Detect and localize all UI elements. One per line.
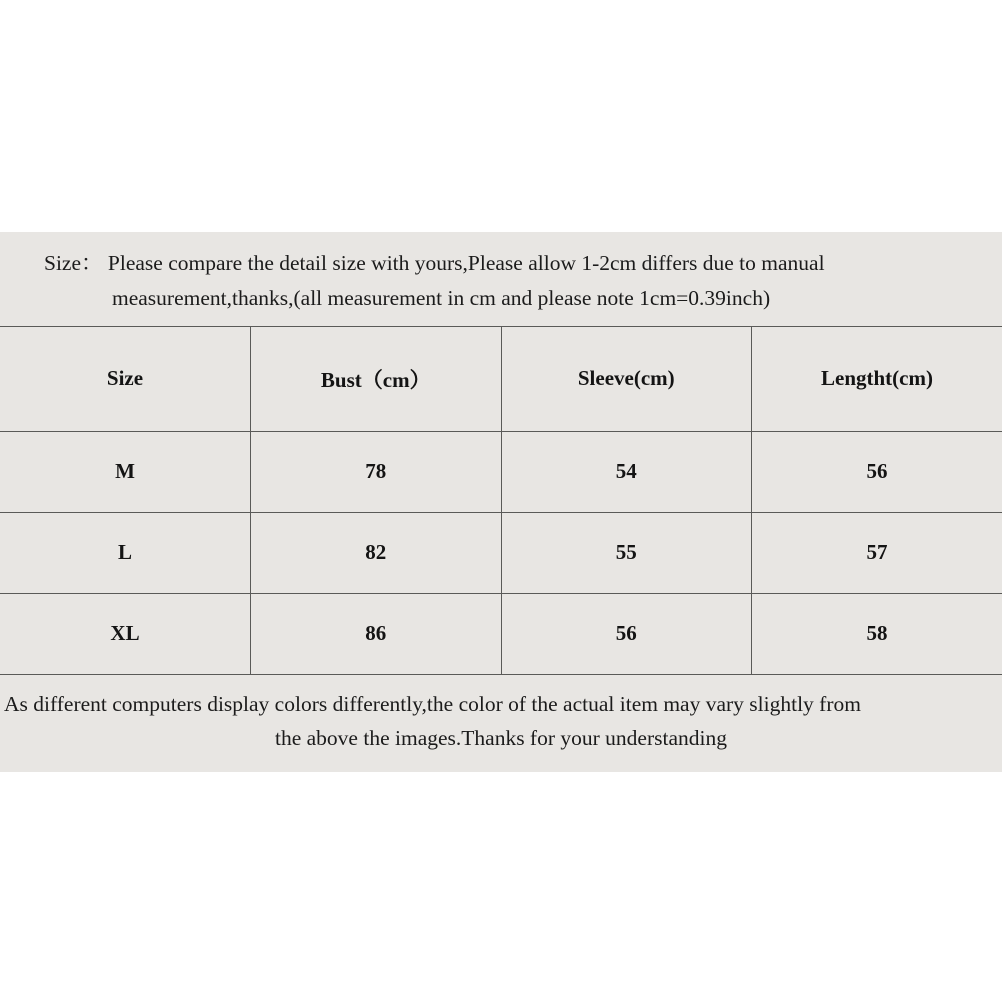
cell-size-l: L xyxy=(0,512,251,593)
table-header-row xyxy=(0,326,1002,431)
bottom-note-line-1: As different computers display colors differently,the color of the actual item may vary slightly from xyxy=(4,691,861,716)
cell-size-xl: XL xyxy=(0,593,251,674)
size-label: Size： xyxy=(44,251,103,275)
size-chart-panel xyxy=(0,232,1002,772)
cell-length-m: 56 xyxy=(752,431,1002,512)
column-header-sleeve: Sleeve(cm) xyxy=(501,326,752,431)
bottom-note-line-2: the above the images.Thanks for your understanding xyxy=(275,726,727,751)
table-row xyxy=(0,512,1002,593)
bottom-note xyxy=(0,675,1002,773)
cell-size-m: M xyxy=(0,431,251,512)
top-note-line-2: measurement,thanks,(all measurement in cm and please note 1cm=0.39inch) xyxy=(112,285,771,310)
column-header-length: Lengtht(cm) xyxy=(752,326,1002,431)
cell-length-l: 57 xyxy=(752,512,1002,593)
table-row xyxy=(0,431,1002,512)
cell-bust-m: 78 xyxy=(251,431,502,512)
top-note xyxy=(0,232,1002,326)
top-note-line-1: Please compare the detail size with yours,Please allow 1-2cm differs due to manual xyxy=(107,251,825,275)
cell-bust-l: 82 xyxy=(251,512,502,593)
cell-length-xl: 58 xyxy=(752,593,1002,674)
cell-sleeve-l: 55 xyxy=(501,512,752,593)
size-table xyxy=(0,326,1002,675)
cell-sleeve-xl: 56 xyxy=(501,593,752,674)
cell-bust-xl: 86 xyxy=(251,593,502,674)
cell-sleeve-m: 54 xyxy=(501,431,752,512)
table-row xyxy=(0,593,1002,674)
column-header-bust: Bust（cm） xyxy=(251,326,502,431)
column-header-size: Size xyxy=(0,326,251,431)
